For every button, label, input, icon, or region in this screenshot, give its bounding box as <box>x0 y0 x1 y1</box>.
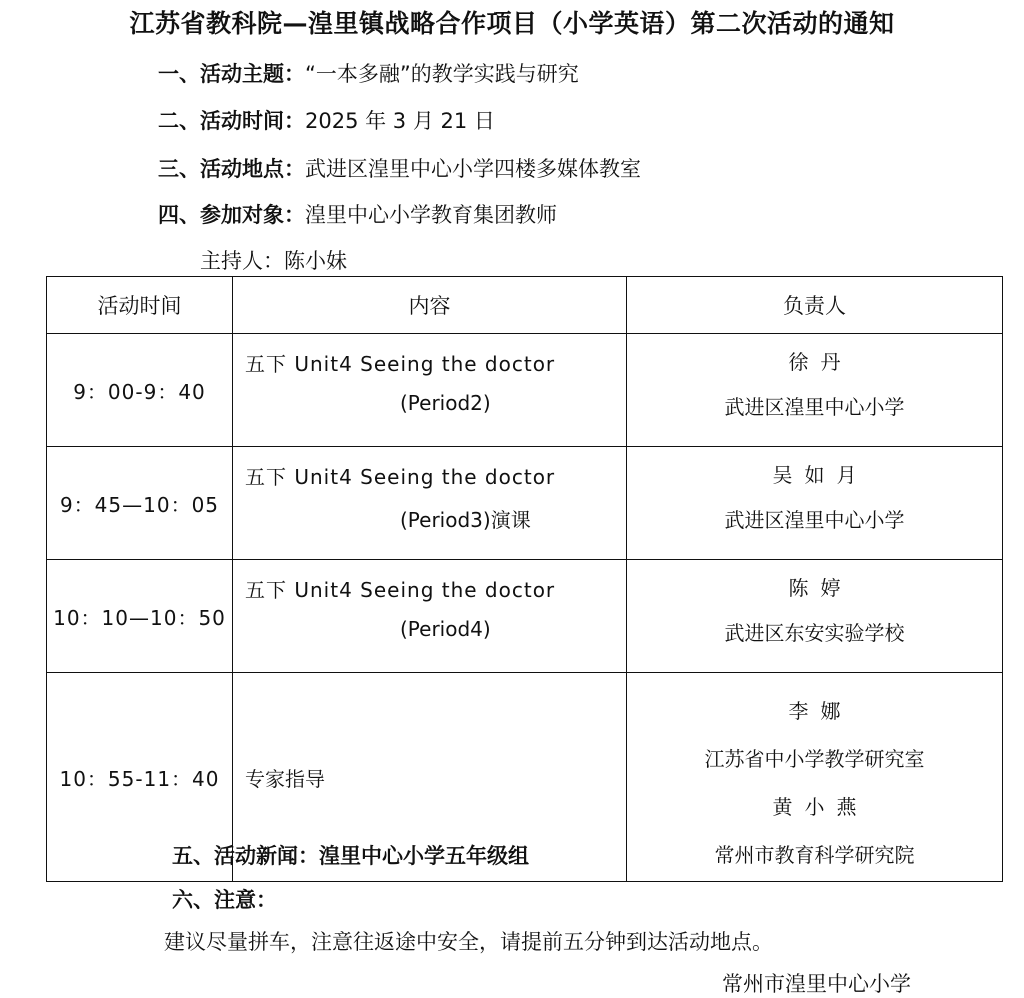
person-name: 吴如月 <box>772 463 869 487</box>
activity-location-label: 三、活动地点： <box>158 157 305 181</box>
activity-time <box>158 105 495 135</box>
table-row <box>47 560 1003 673</box>
notice-heading: 六、注意： <box>172 888 277 912</box>
content-line1: 五下 Unit4 Seeing the doctor <box>245 465 556 489</box>
activity-location <box>158 153 641 183</box>
row-content <box>233 447 627 560</box>
header-person: 负责人 <box>627 277 1003 334</box>
row-time: 10：10—10：50 <box>47 560 233 673</box>
activity-theme-value: “一本多融”的教学实践与研究 <box>305 62 579 86</box>
row-time: 9：45—10：05 <box>47 447 233 560</box>
row-content <box>233 560 627 673</box>
person-name: 陈婷 <box>788 576 853 600</box>
document-title: 江苏省教科院—湟里镇战略合作项目（小学英语）第二次活动的通知 <box>129 9 895 38</box>
activity-time-value: 2025 年 3 月 21 日 <box>305 109 495 133</box>
row-content: 专家指导 <box>233 673 627 882</box>
header-time: 活动时间 <box>47 277 233 334</box>
row-person <box>627 334 1003 447</box>
activity-time-label: 二、活动时间： <box>158 109 305 133</box>
table-header-row <box>47 277 1003 334</box>
activity-theme-label: 一、活动主题： <box>158 62 305 86</box>
notice-text: 建议尽量拼车，注意往返途中安全，请提前五分钟到达活动地点。 <box>164 930 773 954</box>
person-name: 黄小燕 <box>772 795 869 819</box>
header-content: 内容 <box>233 277 627 334</box>
signature: 常州市湟里中心小学 <box>722 972 911 996</box>
row-content <box>233 334 627 447</box>
row-person <box>627 447 1003 560</box>
person-name: 徐丹 <box>788 350 853 374</box>
activity-news: 五、活动新闻：湟里中心小学五年级组 <box>172 844 529 868</box>
person-name: 李娜 <box>788 699 853 723</box>
activity-location-value: 武进区湟里中心小学四楼多媒体教室 <box>305 157 641 181</box>
content-line1: 五下 Unit4 Seeing the doctor <box>245 352 556 376</box>
participants <box>158 199 557 229</box>
content-line2: (Period4) <box>400 617 491 641</box>
activity-theme <box>158 58 579 88</box>
row-time: 9：00-9：40 <box>47 334 233 447</box>
schedule-table <box>46 276 1003 882</box>
table-row <box>47 447 1003 560</box>
row-time: 10：55-11：40 <box>47 673 233 882</box>
content-line2: (Period3)演课 <box>400 508 531 532</box>
person-org: 武进区东安实验学校 <box>724 621 905 645</box>
row-person <box>627 560 1003 673</box>
person-org: 武进区湟里中心小学 <box>724 395 905 419</box>
content-line2: (Period2) <box>400 391 491 415</box>
person-org: 常州市教育科学研究院 <box>714 843 915 867</box>
person-org: 江苏省中小学教学研究室 <box>704 747 925 771</box>
row-person <box>627 673 1003 882</box>
person-org: 武进区湟里中心小学 <box>724 508 905 532</box>
table-row <box>47 334 1003 447</box>
content-line1: 五下 Unit4 Seeing the doctor <box>245 578 556 602</box>
host-line: 主持人：陈小妹 <box>200 249 347 273</box>
participants-label: 四、参加对象： <box>158 203 305 227</box>
participants-value: 湟里中心小学教育集团教师 <box>305 203 557 227</box>
